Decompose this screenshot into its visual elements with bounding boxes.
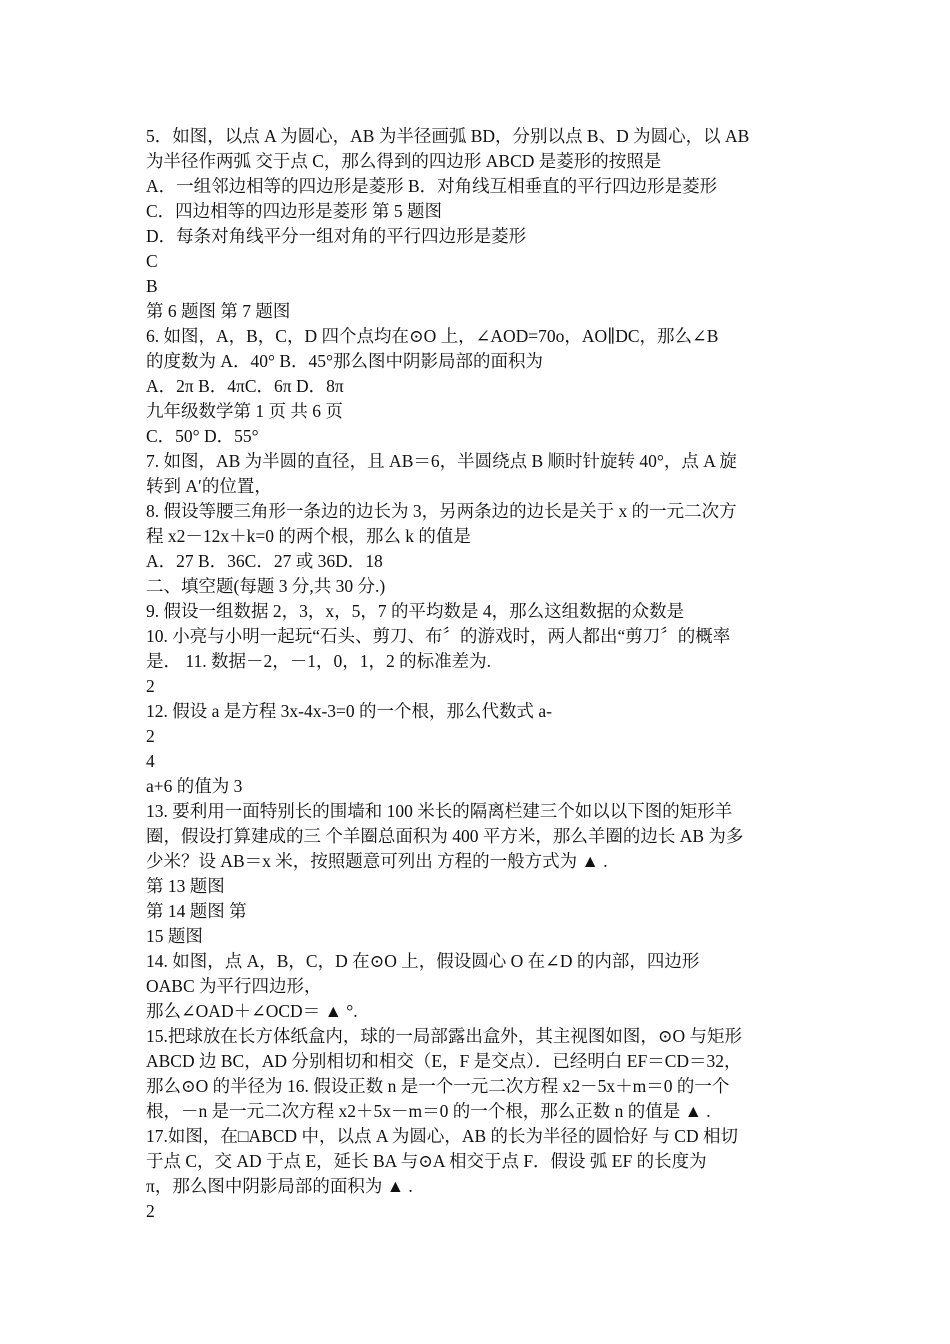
text-line: 2 bbox=[146, 1201, 155, 1221]
text-line: 4 bbox=[146, 751, 155, 771]
text-line: 2 bbox=[146, 676, 155, 696]
text-line: 15.把球放在长方体纸盒内，球的一局部露出盒外，其主视图如图，⊙O 与矩形 bbox=[146, 1026, 743, 1046]
text-line: 那么∠OAD＋∠OCD＝ ▲ °. bbox=[146, 1001, 358, 1021]
text-line: 于点 C，交 AD 于点 E，延长 BA 与⊙A 相交于点 F．假设 弧 EF 的长度为 bbox=[146, 1151, 707, 1171]
text-line: A．2π B．4πC．6π D．8π bbox=[146, 376, 344, 396]
text-line: B bbox=[146, 276, 158, 296]
text-line: 5．如图，以点 A 为圆心，AB 为半径画弧 BD，分别以点 B、D 为圆心，以 AB bbox=[146, 126, 750, 146]
text-line: 为半径作两弧 交于点 C，那么得到的四边形 ABCD 是菱形的按照是 bbox=[146, 151, 662, 171]
section-heading: 二、填空题(每题 3 分,共 30 分.) bbox=[146, 576, 386, 596]
text-line: 根，－n 是一元二次方程 x2＋5x－m＝0 的一个根，那么正数 n 的值是 ▲ . bbox=[146, 1101, 711, 1121]
text-line: 14. 如图，点 A，B，C，D 在⊙O 上，假设圆心 O 在∠D 的内部，四边形 bbox=[146, 951, 700, 971]
text-line: C．四边相等的四边形是菱形 第 5 题图 bbox=[146, 201, 443, 221]
text-line: 15 题图 bbox=[146, 926, 203, 946]
text-line: OABC 为平行四边形， bbox=[146, 976, 322, 996]
text-line: 圈，假设打算建成的三 个羊圈总面积为 400 平方米，那么羊圈的边长 AB 为多 bbox=[146, 826, 744, 846]
text-line: D．每条对角线平分一组对角的平行四边形是菱形 bbox=[146, 226, 527, 246]
text-line: π，那么图中阴影局部的面积为 ▲ . bbox=[146, 1176, 413, 1196]
text-line: 转到 A′的位置， bbox=[146, 476, 272, 496]
text-line: 第 14 题图 第 bbox=[146, 901, 247, 921]
text-line: 的度数为 A．40° B．45°那么图中阴影局部的面积为 bbox=[146, 351, 544, 371]
text-line: ABCD 边 BC，AD 分别相切和相交（E，F 是交点）．已经明白 EF＝CD＝32， bbox=[146, 1051, 742, 1071]
text-line: 10. 小亮与小明一起玩“石头、剪刀、布〞的游戏时，两人都出“剪刀〞的概率 bbox=[146, 626, 731, 646]
text-line: 13. 要利用一面特别长的围墙和 100 米长的隔离栏建三个如以以下图的矩形羊 bbox=[146, 801, 733, 821]
text-line: 那么⊙O 的半径为 16. 假设正数 n 是一个一元二次方程 x2－5x＋m＝0 的一个 bbox=[146, 1076, 730, 1096]
text-line: 是． 11. 数据－2，－1，0，1，2 的标准差为. bbox=[146, 651, 491, 671]
text-line: A．一组邻边相等的四边形是菱形 B．对角线互相垂直的平行四边形是菱形 bbox=[146, 176, 718, 196]
text-line: C．50° D．55° bbox=[146, 426, 259, 446]
text-line: 9. 假设一组数据 2，3，x，5，7 的平均数是 4，那么这组数据的众数是 bbox=[146, 601, 685, 621]
text-line: 第 13 题图 bbox=[146, 876, 225, 896]
page-footer-text: 九年级数学第 1 页 共 6 页 bbox=[146, 401, 343, 421]
text-line: 17.如图，在□ABCD 中，以点 A 为圆心，AB 的长为半径的圆恰好 与 CD 相切 bbox=[146, 1126, 738, 1146]
text-line: 12. 假设 a 是方程 3x-4x-3=0 的一个根，那么代数式 a- bbox=[146, 701, 553, 721]
text-line: 2 bbox=[146, 726, 155, 746]
text-line: 8. 假设等腰三角形一条边的边长为 3，另两条边的边长是关于 x 的一元二次方 bbox=[146, 501, 737, 521]
text-line: a+6 的值为 3 bbox=[146, 776, 243, 796]
text-line: 程 x2－12x＋k=0 的两个根，那么 k 的值是 bbox=[146, 526, 471, 546]
text-line: 第 6 题图 第 7 题图 bbox=[146, 301, 291, 321]
text-line: 少米？设 AB＝x 米，按照题意可列出 方程的一般方式为 ▲ . bbox=[146, 851, 608, 871]
text-line: C bbox=[146, 251, 158, 271]
text-line: 6. 如图，A，B，C，D 四个点均在⊙O 上，∠AOD=70o，AO∥DC，那么∠B bbox=[146, 326, 719, 346]
text-line: A．27 B．36C．27 或 36D．18 bbox=[146, 551, 383, 571]
document-body bbox=[146, 124, 810, 1224]
text-line: 7. 如图，AB 为半圆的直径，且 AB＝6，半圆绕点 B 顺时针旋转 40°，点 A 旋 bbox=[146, 451, 737, 471]
